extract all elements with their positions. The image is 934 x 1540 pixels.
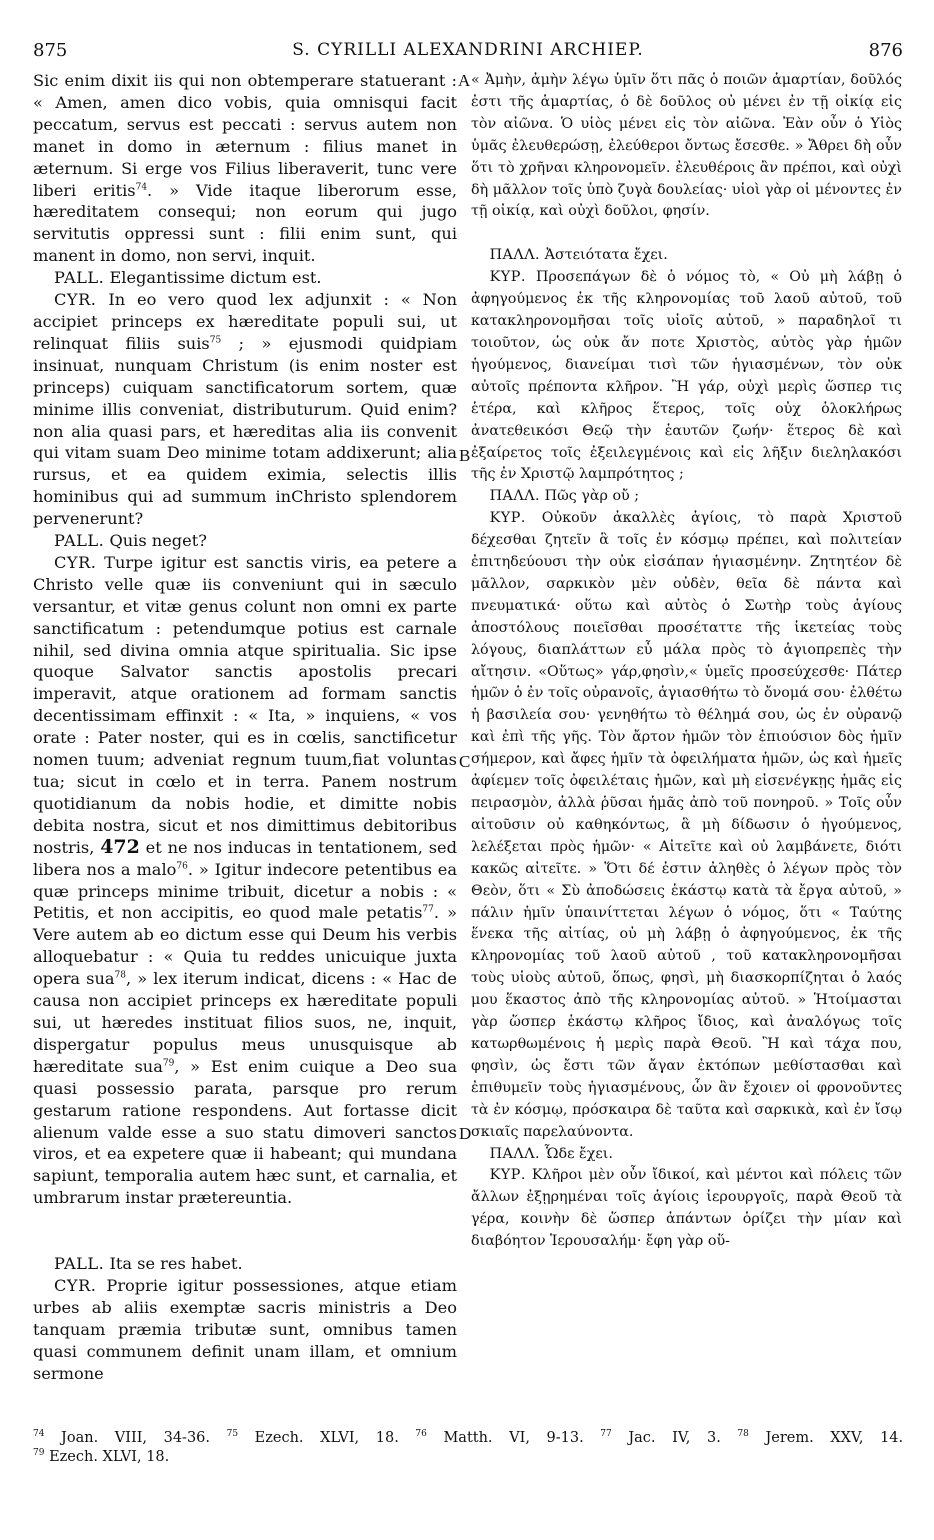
latin-paragraph: PALL. Elegantissime dictum est. — [54, 268, 322, 288]
speaker-label: ΚΥΡ. — [489, 1167, 526, 1184]
footnote-ref: 75 — [209, 335, 222, 346]
footnote-76: $^{76}$ Matth. VI, 9-13. — [415, 1429, 584, 1446]
spacer — [471, 223, 902, 245]
footnote-77: $^{77}$ Jac. IV, 3. — [600, 1429, 721, 1446]
latin-paragraph: PALL. Quis neget? — [54, 531, 207, 551]
latin-paragraph: CYR. In eo vero quod lex adjunxit : « Non accipiet princeps ex hæreditate populi sui, ut relinquat filiis suis$^{75}$ ; » ejusmodi quidpiam insinuat, nunquam Christum (is enim noster est princeps) cuiquam sanctificatorum sortem, quæ minime illis conveniat, distributurum. Quid enim? non alia quasi pars, et hæreditas alia iis convenit qui vitam suam Deo minime totam addixerunt; alia rursus, et ea quidem eximia, selectis illis hominibus qui ad summum inChristo splendorem pervenerunt? — [33, 290, 457, 529]
footnote-line — [33, 1448, 903, 1467]
latin-paragraph: CYR. Turpe igitur est sanctis viris, ea petere a Christo velle quæ iis conveniunt qui in sæculo versantur, et vitæ genus colunt non omni ex parte sanctificatum : petendumque potius est carnale nihil, sed divina omnia atque spiritualia. Sic ipse quoque Salvator sanctis apostolis precari imperavit, atque orationem ad formam sanctis decentissimam effinxit : « Ita, » inquiens, « vos orate : Pater noster, qui es in cœlis, sanctificetur nomen tuum; adveniat regnum tuum,fiat voluntas tua; sicut in cœlo et in terra. Panem nostrum quotidianum da nobis hodie, et dimitte nobis debita nostra, sicut et nos dimittimus debitoribus nostris, 472 et ne nos inducas in tentationem, sed libera nos a malo$^{76}$. » Igitur indecore petentibus ea quæ princeps minime tribuit, dicetur a nobis : « Petitis, et non accipitis, eo quod male petatis$^{77}$. » Vere autem ab eo dictum esse qui Deum his verbis alloquebatur : « Quia tu reddes unicuique juxta opera sua$^{78}$, » lex iterum indicat, dicens : « Hac de causa non accipiet princeps ex hæreditate populi sui, ut hæredes instituat filios suos, ne, inquit, dispergatur populus meus unusquisque ab hæreditate sua$^{79}$, » Est enim cuique a Deo sua quasi possessio parata, parsque pro rerum gestarum ratione respondens. Aut fortasse dicit alienum valde esse a suo statu dimoveri sanctos viros, et ea expetere quæ ii habeant; qui mundana sapiunt, temporalia autem hæc sunt, et carnalia, et umbrarum instar prætereuntia. — [33, 552, 457, 1208]
footnote-line — [33, 1429, 903, 1448]
speaker-label: CYR. — [54, 552, 97, 572]
footnote-ref: 77 — [422, 905, 434, 916]
running-title: S. CYRILLI ALEXANDRINI ARCHIEP. — [292, 40, 644, 60]
latin-paragraph: Sic enim dixit iis qui non obtemperare statuerant : « Amen, amen dico vobis, quia omnisqui facit peccatum, servus est peccati : servus autem non manet in domo in æternum : filius manet in æternum. Si erge vos Filius liberaverit, tunc vere liberi eritis$^{74}$. » Vide itaque liberorum esse, hæreditatem consequi; non eorum qui jugo servitutis oppressi sunt : filii enim sunt, qui manent in domo, non servi, inquit. — [33, 71, 457, 266]
speaker-label: PALL. — [54, 1254, 105, 1274]
speaker-label: ΠΑΛΛ. — [489, 247, 541, 264]
footnote-ref: 79 — [162, 1058, 175, 1069]
footnote-78: $^{78}$ Jerem. XXV, 14. — [737, 1429, 904, 1446]
speaker-label: PALL. — [54, 268, 105, 288]
column-number: 472 — [100, 835, 140, 858]
speaker-label: CYR. — [54, 1276, 97, 1296]
greek-paragraph: ΚΥΡ. Προσεπάγων δὲ ὁ νόμος τὸ, « Οὐ μὴ λάβῃ ὁ ἀφηγούμενος ἐκ τῆς κληρονομίας τοῦ λαοῦ αὐτοῦ, τοῦ κατακληρονομῆσαι τοῖς υἱοῖς αὐτοῦ, » παραδηλοῖ τι τοιοῦτον, ὡς οὐκ ἄν ποτε Χριστὸς, αὐτὸς γὰρ ἡμῶν ἡγούμενος, διανείμαι τισὶ τῶν ἡγιασμένων, τὸν οὐκ αὐτοῖς πρέποντα κλῆρον. Ἢ γάρ, οὐχὶ μερὶς ὥσπερ τις ἑτέρα, καὶ κλῆρος ἕτερος, τοῖς οὐχ ὁλοκλήρως ἀνατεθεικόσι Θεῷ τὴν ἑαυτῶν ζωήν· ἕτερος δὲ καὶ ἐξαίρετος τοῖς ἐξειλεγμένοις καὶ εἰς λῆξιν διεληλακόσι τῆς ἐν Χριστῷ λαμπρότητος ; — [471, 269, 902, 483]
latin-column — [33, 70, 457, 1385]
margin-letter-c: C — [459, 752, 471, 771]
footnote-74: $^{74}$ Joan. VIII, 34-36. — [33, 1429, 211, 1446]
latin-paragraph: PALL. Ita se res habet. — [54, 1254, 243, 1274]
speaker-label: PALL. — [54, 531, 105, 551]
margin-letter-b: B — [459, 446, 471, 465]
speaker-label: ΠΑΛΛ. — [489, 1145, 541, 1162]
greek-paragraph: ΚΥΡ. Κλῆροι μὲν οὖν ἴδικοί, καὶ μέντοι καὶ πόλεις τῶν ἄλλων ἐξῃρημέναι τοῖς ἁγίοις ἱερουργοῖς, παρὰ Θεοῦ τὰ γέρα, κοινὴν δὲ ὥσπερ ἁπάντων ὁρίζει τὴν μίαν καὶ διαβόητον Ἱερουσαλήμ· ἔφη γὰρ οὕ- — [471, 1167, 903, 1250]
speaker-label: ΚΥΡ. — [489, 269, 526, 286]
greek-paragraph: « Ἀμὴν, ἀμὴν λέγω ὑμῖν ὅτι πᾶς ὁ ποιῶν ἁμαρτίαν, δοῦλός ἐστι τῆς ἁμαρτίας, ὁ δὲ δοῦλος οὐ μένει ἐν τῇ οἰκίᾳ εἰς τὸν αἰῶνα. Ὁ υἱὸς μένει εἰς τὸν αἰῶνα. Ἐὰν οὖν ὁ Υἱὸς ὑμᾶς ἐλευθερώσῃ, ἐλεύθεροι ὄντως ἔσεσθε. » Ἄθρει δὴ οὖν ὅτι τὸ χρῆναι κληρονομεῖν. ἐλευθέροις ἂν πρέποι, καὶ οὐχὶ δὴ μᾶλλον τοῖς ὑπὸ ζυγὰ δουλείας· υἱοὶ γὰρ οἱ μένοντες ἐν τῇ οἰκίᾳ, καὶ οὐχὶ δοῦλοι, φησίν. — [471, 72, 902, 220]
speaker-label: ΠΑΛΛ. — [489, 488, 541, 505]
margin-letter-d: D — [459, 1124, 472, 1143]
footnotes — [33, 1429, 903, 1467]
page-number-right: 876 — [868, 40, 903, 61]
greek-paragraph: ΠΑΛΛ. Ὧδε ἔχει. — [489, 1145, 613, 1162]
greek-paragraph: ΚΥΡ. Οὐκοῦν ἀκαλλὲς ἁγίοις, τὸ παρὰ Χριστοῦ δέχεσθαι ζητεῖν ἃ τοῖς ἐν κόσμῳ πρέπει, καὶ πολιτείαν ἐπιτηδεύουσι τὴν οὐκ εἰσάπαν ἡγιασμένην. Ζητητέον δὲ μᾶλλον, σαρκικὸν μὲν οὐδὲν, θεῖα δὲ πάντα καὶ πνευματικά· οὕτω καὶ αὐτὸς ὁ Σωτὴρ τοὺς ἁγίους ἀποστόλους ποιεῖσθαι προσέταττε τῆς ἱκετείας τοὺς λόγους, διαπλάττων εὖ μάλα πρὸς τὸ ἁγιοπρεπὲς τὴν αἴτησιν. «Οὕτως» γάρ,φησὶν,« ὑμεῖς προσεύχεσθε· Πάτερ ἡμῶν ὁ ἐν τοῖς οὐρανοῖς, ἁγιασθήτω τὸ ὄνομά σου· ἐλθέτω ἡ βασιλεία σου· γενηθήτω τὸ θέλημά σου, ὡς ἐν οὐρανῷ καὶ ἐπὶ τῆς γῆς. Τὸν ἄρτον ἡμῶν τὸν ἐπιούσιον δὸς ἡμῖν σήμερον, καὶ ἄφες ἡμῖν τὰ ὀφειλήματα ἡμῶν, ὡς καὶ ἡμεῖς ἀφίεμεν τοῖς ὀφειλέταις ἡμῶν, καὶ μὴ εἰσενέγκῃς ἡμᾶς εἰς πειρασμὸν, ἀλλὰ ῥῦσαι ἡμᾶς ἀπὸ τοῦ πονηροῦ. » Τοῖς οὖν αἰτοῦσιν οὐ καθηκόντως, ἃ μὴ δίδωσιν ὁ ἡγούμενος, λελέξεται πρὸς ἡμῶν· « Αἰτεῖτε καὶ οὐ λαμβάνετε, διότι κακῶς αἰτεῖτε. » Ὅτι δέ ἐστιν ἀληθὲς ὁ λέγων πρὸς τὸν Θεὸν, ὅτι « Σὺ ἀποδώσεις ἑκάστῳ κατὰ τὰ ἔργα αὐτοῦ, » πάλιν ἡμῖν ὑπαινίττεται λέγων ὁ νόμος, ὅτι « Ταύτης ἕνεκα τῆς αἰτίας, οὐ μὴ λάβῃ ὁ ἀφηγούμενος, ἐκ τῆς κληρονομίας τοῦ λαοῦ αὐτοῦ , τοῦ κατακληρονομῆσαι τοὺς υἱοὺς αὐτοῦ, ὅπως, φησὶ, μὴ διασκορπίζηται ὁ λαός μου ἕκαστος ἀπὸ τῆς κληρονομίας αὐτοῦ. » Ἡτοίμασται γὰρ ὥσπερ ἑκάστῳ κλῆρος ἴδιος, καὶ ἀναλόγως τοῖς κατωρθωμένοις ἡ μερὶς παρὰ Θεοῦ. Ἢ καὶ τάχα που, φησὶν, ὡς ἔστι τῶν ἄγαν ἐκτόπων μεθίστασθαι καὶ ἐπιθυμεῖν τοὺς ἡγιασμένους, ὧν ἂν ἔχοιεν οἱ φρονοῦντες τὰ ἐν κόσμῳ, πρόσκαιρα δὲ ταῦτα καὶ σαρκικὰ, καὶ ἐν ἴσῳ σκιαῖς παρελαύνοντα. — [471, 510, 902, 1140]
footnote-ref: 74 — [135, 182, 148, 193]
greek-paragraph: ΠΑΛΛ. Ἀστειότατα ἔχει. — [489, 247, 668, 264]
latin-paragraph: CYR. Proprie igitur possessiones, atque etiam urbes ab aliis exemptæ sacris ministris a Deo tanquam præmia tributæ sunt, omnibus tamen quasi communem definit unam illam, et omnium sermone — [33, 1276, 457, 1383]
spacer — [33, 1209, 457, 1253]
margin-letter-a: A — [458, 71, 471, 90]
speaker-label: ΚΥΡ. — [489, 510, 526, 527]
speaker-label: CYR. — [54, 290, 97, 310]
footnote-79: $^{79}$ Ezech. XLVI, 18. — [33, 1448, 170, 1465]
greek-column — [471, 70, 902, 1253]
footnote-ref: 78 — [114, 970, 126, 981]
footnote-75: $^{75}$ Ezech. XLVI, 18. — [226, 1429, 399, 1446]
page-number-left: 875 — [33, 40, 68, 61]
greek-paragraph: ΠΑΛΛ. Πῶς γὰρ οὔ ; — [489, 488, 640, 505]
footnote-ref: 76 — [176, 861, 188, 872]
page-header — [33, 40, 903, 64]
